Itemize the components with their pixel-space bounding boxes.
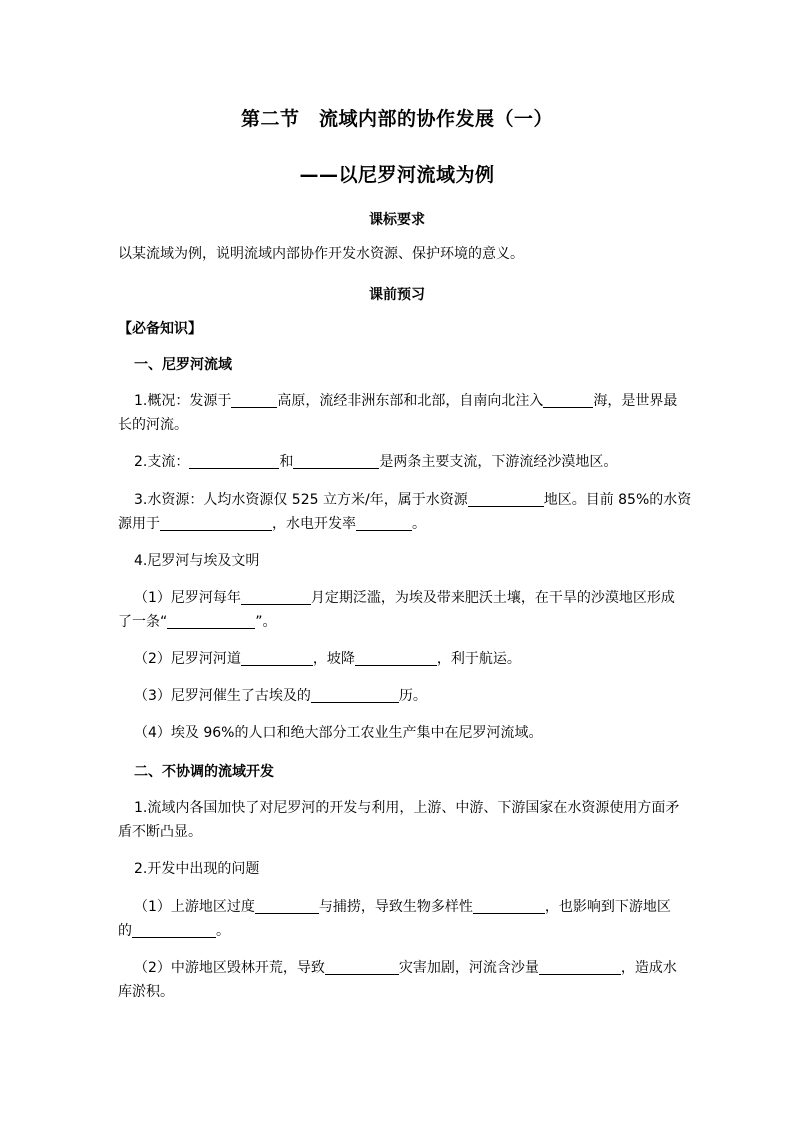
item-1-line-2: 长的河流。 (118, 417, 188, 433)
item-4-3-line: （3）尼罗河催生了古埃及的 历。 (134, 688, 427, 704)
blank[interactable] (293, 452, 379, 469)
item-3-line-2: 源用于 ，水电开发率 。 (118, 516, 426, 532)
blank[interactable] (356, 514, 412, 531)
item-4-4-line: （4）埃及 96%的人口和绝大部分工农业生产集中在尼罗河流域。 (134, 725, 543, 741)
blank[interactable] (132, 921, 216, 938)
part2-heading: 二、不协调的流域开发 (134, 764, 274, 780)
blank[interactable] (231, 391, 277, 408)
blank[interactable] (325, 958, 399, 975)
requirements-text: 以某流域为例，说明流域内部协作开发水资源、保护环境的意义。 (118, 246, 524, 262)
blank[interactable] (255, 897, 319, 914)
part2-item-2-1-line-1: （1）上游地区过度 与捕捞，导致生物多样性 ，也影响到下游地区 (134, 899, 671, 915)
blank[interactable] (189, 452, 279, 469)
part2-item-2-1-line-2: 的 。 (118, 923, 230, 939)
part1-heading: 一、尼罗河流域 (134, 357, 232, 373)
part2-item-2-2-line-2: 库淤积。 (118, 984, 174, 1000)
item-2-line: 2.支流： 和 是两条主要支流，下游流经沙漠地区。 (134, 454, 618, 470)
page-title: 第二节 流域内部的协作发展（一） (240, 108, 553, 130)
blank[interactable] (311, 686, 399, 703)
knowledge-header: 【必备知识】 (118, 321, 202, 337)
blank[interactable] (539, 958, 621, 975)
item-3-line-1: 3.水资源：人均水资源仅 525 立方米/年，属于水资源 地区。目前 85%的水资 (134, 492, 692, 508)
section-heading-requirements: 课标要求 (369, 212, 425, 228)
section-heading-preview: 课前预习 (369, 287, 425, 303)
blank[interactable] (543, 391, 593, 408)
part2-item-2-2-line-1: （2）中游地区毁林开荒，导致 灾害加剧，河流含沙量 ，造成水 (134, 960, 677, 976)
blank[interactable] (355, 649, 437, 666)
item-1-line-1: 1.概况：发源于 高原，流经非洲东部和北部，自南向北注入 海，是世界最 (134, 393, 678, 409)
item-4-heading: 4.尼罗河与埃及文明 (134, 553, 260, 569)
blank[interactable] (167, 612, 255, 629)
blank[interactable] (468, 490, 544, 507)
part2-item-2-heading: 2.开发中出现的问题 (134, 861, 260, 877)
blank[interactable] (241, 649, 313, 666)
blank[interactable] (241, 588, 311, 605)
page-subtitle: ——以尼罗河流域为例 (299, 164, 495, 186)
part2-item-1-line-2: 盾不断凸显。 (118, 824, 202, 840)
item-4-2-line: （2）尼罗河河道 ，坡降 ，利于航运。 (134, 651, 521, 667)
item-4-1-line-1: （1）尼罗河每年 月定期泛滥，为埃及带来肥沃土壤，在干旱的沙漠地区形成 (134, 590, 675, 606)
part2-item-1-line-1: 1.流域内各国加快了对尼罗河的开发与利用，上游、中游、下游国家在水资源使用方面矛 (134, 800, 680, 816)
item-4-1-line-2: 了一条“ ”。 (118, 614, 277, 630)
blank[interactable] (473, 897, 545, 914)
blank[interactable] (160, 514, 272, 531)
